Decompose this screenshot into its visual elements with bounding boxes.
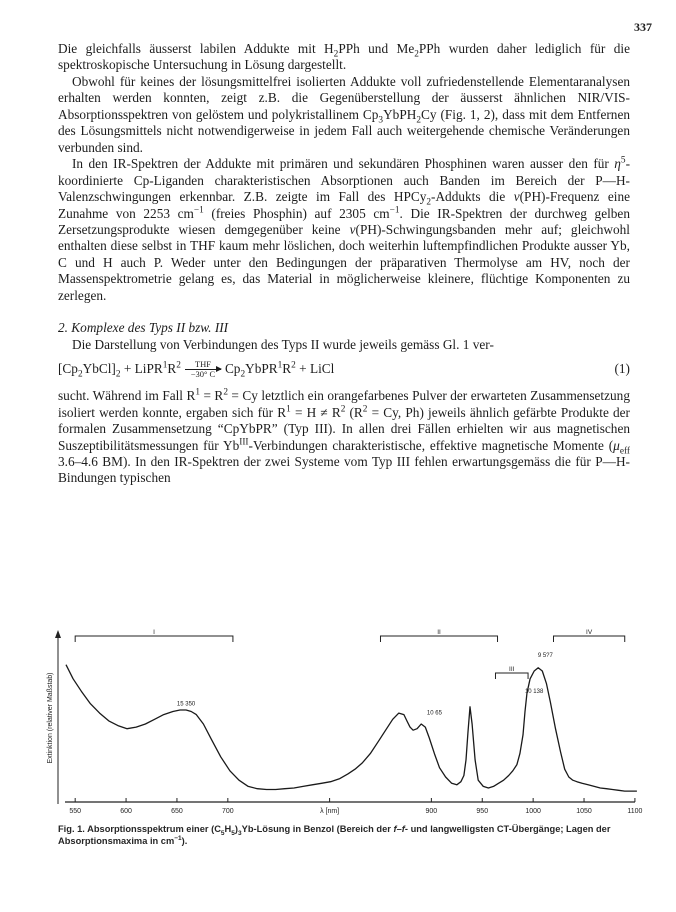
x-tick-label: λ [nm] bbox=[320, 808, 340, 815]
peak-label: 10 138 bbox=[524, 688, 544, 695]
peak-label: 10 65 bbox=[426, 710, 442, 717]
region-bracket bbox=[553, 636, 624, 642]
region-bracket bbox=[380, 636, 497, 642]
caption-label: Fig. 1. bbox=[58, 824, 85, 834]
x-tick-label: 650 bbox=[171, 808, 183, 815]
paragraph: sucht. Während im Fall $R^1 = R^2 = Cy$ letztlich ein orangefarbenes Pulver der erwarteten Zusammensetzung isoliert werden konnte, ergaben sich für $R^1 = H \ne R^2$ ($R^2 = Cy$, Ph) jeweils ähnlich gefärbte Produkte der formalen Zusammensetzung “CpYbPR” (Typ III). In allen drei Fällen erhielten wir aus magnetischen Suszeptibilitätsmessungen für $Yb^{III}$-Verbindungen charakteristische, effektive magnetische Momente ($\mu_{eff}$ 3.6–4.6 BM). In den IR-Spektren der zwei Systeme vom Typ III fehlen erwartungsgemäss die für P—H-Bindungen typischen bbox=[58, 387, 630, 486]
y-axis-label: Extinktion (relativer Maßstab) bbox=[47, 672, 54, 764]
region-label: IV bbox=[586, 629, 593, 636]
arrow-condition-top: THF bbox=[194, 359, 211, 370]
x-tick-label: 1000 bbox=[525, 808, 541, 815]
spectrum-line bbox=[66, 665, 637, 791]
page-number: 337 bbox=[634, 20, 652, 34]
x-tick-label: 700 bbox=[221, 808, 234, 815]
region-label: I bbox=[153, 629, 155, 636]
paragraph: Obwohl für keines der lösungsmittelfrei isolierten Addukte voll zufriedenstellende Elementaranalysen erhalten werden konnten, zeigt z.B. die Gegenüberstellung der äusserst ähnlichen NIR/VIS-Absorptionsspektren von gelöstem und polykristallinem $Cp_3YbPH_2Cy$ (Fig. 1, 2), dass mit dem Entfernen des Lösungsmittels nicht notwendigerweise in jedem Fall auch weitergehende chemische Veränderungen verbunden sind. bbox=[58, 73, 631, 155]
reaction-arrow bbox=[185, 360, 221, 379]
paragraph: In den IR-Spektren der Addukte mit primären und sekundären Phosphinen waren ausser den für $\eta^5$-koordinierte Cp-Liganden charakteristischen Absorptionen auch Banden im Bereich der P—H-Valenzschwingungen erkennbar. Z.B. zeigte im Fall des HPCy$_2$-Addukts die ν(PH)-Frequenz eine Zunahme von 2253 $cm^{-1}$ (freies Phosphin) auf 2305 $cm^{-1}$. Die IR-Spektren der durchweg gelben Zersetzungsprodukte wiesen demgegenüber keine ν(PH)-Schwingungsbanden mehr auf; gleichwohl enthalten diese selbst in THF kaum mehr löslichen, doch weiterhin luftempfindlichen Produkte ausser Yb, C und H auch P. Weder unter den Bedingungen der präparativen Thermolyse am HV, noch der Massenspektrometrie gelang es, das Material in möglicherweise kleinere, flüchtige Komponenten zu zerlegen. bbox=[58, 155, 631, 303]
x-tick-label: 950 bbox=[476, 808, 489, 815]
equation-reactants: $[Cp_2YbCl]_2$ + $LiPR^1R^2$ bbox=[58, 361, 181, 381]
figure-1 bbox=[40, 620, 643, 820]
y-axis-arrow-icon bbox=[55, 630, 61, 638]
section-heading: 2. Komplexe des Typs II bzw. III bbox=[58, 320, 229, 336]
peak-label: 15 350 bbox=[176, 701, 196, 708]
x-tick-label: 1050 bbox=[576, 808, 592, 815]
equation-products: $Cp_2YbPR^1R^2$ + LiCl bbox=[224, 361, 335, 381]
region-bracket bbox=[495, 673, 528, 679]
x-tick-label: 550 bbox=[69, 808, 82, 815]
figure-caption bbox=[58, 823, 633, 847]
equation-number: (1) bbox=[614, 361, 630, 377]
paragraph: Die gleichfalls äusserst labilen Addukte mit $H_2PPh$ und $Me_2PPh$ wurden daher lediglich für die spektroskopische Untersuchung in Lösung dargestellt. bbox=[58, 41, 630, 73]
x-tick-label: 900 bbox=[425, 808, 438, 815]
paragraph: Die Darstellung von Verbindungen des Typs II wurde jeweils gemäss Gl. 1 ver- bbox=[72, 336, 494, 352]
region-label: III bbox=[509, 666, 515, 673]
article-body bbox=[58, 41, 630, 487]
arrow-condition-bottom: −30° C bbox=[190, 369, 216, 380]
caption-text: Absorptionsspektrum einer $(C_5H_5)_3Yb$-Lösung in Benzol (Bereich der f–f- und langwelligsten CT-Übergänge; Lagen der Absorptionsmaxima in $cm^{-1}$). bbox=[58, 824, 611, 846]
region-label: II bbox=[437, 629, 441, 636]
equation-1 bbox=[58, 360, 630, 379]
absorption-spectrum-chart bbox=[40, 620, 643, 820]
x-tick-label: 1100 bbox=[627, 808, 643, 815]
x-tick-label: 600 bbox=[120, 808, 132, 815]
peak-label: 9 5?7 bbox=[537, 652, 553, 659]
region-bracket bbox=[75, 636, 233, 642]
arrow-icon bbox=[185, 369, 221, 370]
